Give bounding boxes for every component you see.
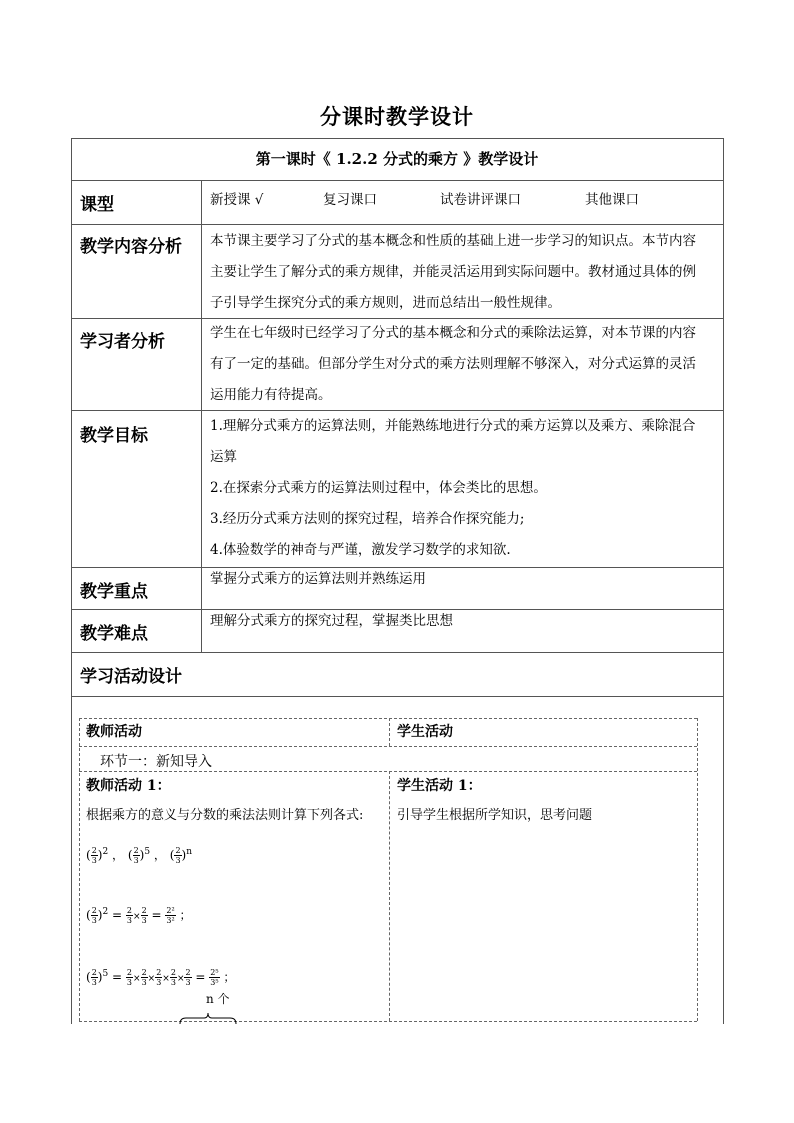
key-points-text: 掌握分式乘方的运算法则并熟练运用: [210, 571, 426, 587]
math-expression-fifth-power: ( $\frac{2}{3}$ )$^5$ = $\frac{2}{3}$ × $\frac{2}{3}$ × $\frac{2}{3}$ × $\frac{2}{3}$ × $\frac{2}{3}$ = $\frac{\text{2⁵}}{\text{3⁵}}$ ；: [86, 968, 236, 987]
activity-design-label: 学习活动设计: [80, 667, 182, 687]
underbrace-icon: [178, 1012, 238, 1026]
row-divider: [71, 224, 723, 225]
objectives-label: 教学目标: [80, 426, 148, 446]
course-option-exam-review: 试卷讲评课口: [440, 192, 521, 208]
teacher-activity-text: 根据乘方的意义与分数的乘法法则计算下列各式:: [86, 808, 364, 823]
key-points-label: 教学重点: [80, 582, 148, 602]
objectives-text: 1.理解分式乘方的运算法则，并能熟练地进行分式的乘方运算以及乘方、乘除混合 运算 2.在探索分式乘方的运算法则过程中，体会类比的思想。 3.经历分式乘方法则的探究过程，培养合作探究能力; 4.体验数学的神奇与严谨，激发学习数学的求知欲.: [210, 418, 696, 558]
inner-table-border: [697, 718, 698, 1021]
student-activity-text: 引导学生根据所学知识，思考问题: [397, 808, 593, 823]
row-divider: [71, 652, 723, 653]
math-expression-square: ( $\frac{2}{3}$ )$^2$ = $\frac{2}{3}$ × $\frac{2}{3}$ = $\frac{\text{2²}}{\text{3²}}$ ；: [86, 906, 192, 925]
content-analysis-text: 本节课主要学习了分式的基本概念和性质的基础上进一步学习的知识点。本节内容 主要让学生了解分式的乘方规律，并能灵活运用到实际问题中。教材通过具体的例 子引导学生探究分式的乘方规则，进而总结出一般性规律。: [210, 233, 696, 311]
inner-table-border: [389, 771, 390, 1021]
course-option-new: 新授课 √: [210, 192, 264, 208]
difficulties-label: 教学难点: [80, 624, 148, 644]
row-divider: [71, 696, 723, 697]
inner-table-border: [79, 1021, 697, 1022]
teacher-activity-header: 教师活动: [86, 724, 142, 740]
student-activity-header: 学生活动: [397, 724, 453, 740]
student-activity-1-title: 学生活动 1：: [397, 778, 482, 794]
column-divider: [201, 180, 202, 652]
difficulties-text: 理解分式乘方的探究过程，掌握类比思想: [210, 613, 453, 629]
n-items-label: n 个: [206, 992, 230, 1006]
inner-table-border: [79, 746, 697, 747]
course-option-review: 复习课口: [323, 192, 377, 208]
inner-table-border: [79, 718, 697, 719]
row-divider: [71, 180, 723, 181]
inner-table-border: [79, 718, 80, 1021]
learner-analysis-text: 学生在七年级时已经学习了分式的基本概念和分式的乘除法运算，对本节课的内容 有了一定的基础。但部分学生对分式的乘方法则理解不够深入，对分式运算的灵活 运用能力有待提高。: [210, 325, 696, 403]
lesson-title: 第一课时《 1.2.2 分式的乘方 》教学设计: [255, 150, 539, 168]
math-expression-powers: ( $\frac{2}{3}$ )$^2$ ， ( $\frac{2}{3}$ )$^5$ ， ( $\frac{2}{3}$ )$^n$: [86, 846, 193, 865]
teacher-activity-1-title: 教师活动 1：: [86, 778, 171, 794]
course-type-label: 课型: [80, 195, 114, 215]
course-option-other: 其他课口: [585, 192, 639, 208]
inner-table-border: [79, 771, 697, 772]
learner-analysis-label: 学习者分析: [80, 332, 165, 352]
inner-table-border: [389, 718, 390, 746]
document-title: 分课时教学设计: [320, 104, 474, 129]
content-analysis-label: 教学内容分析: [80, 237, 182, 257]
stage-one-label: 环节一：新知导入: [100, 754, 212, 770]
